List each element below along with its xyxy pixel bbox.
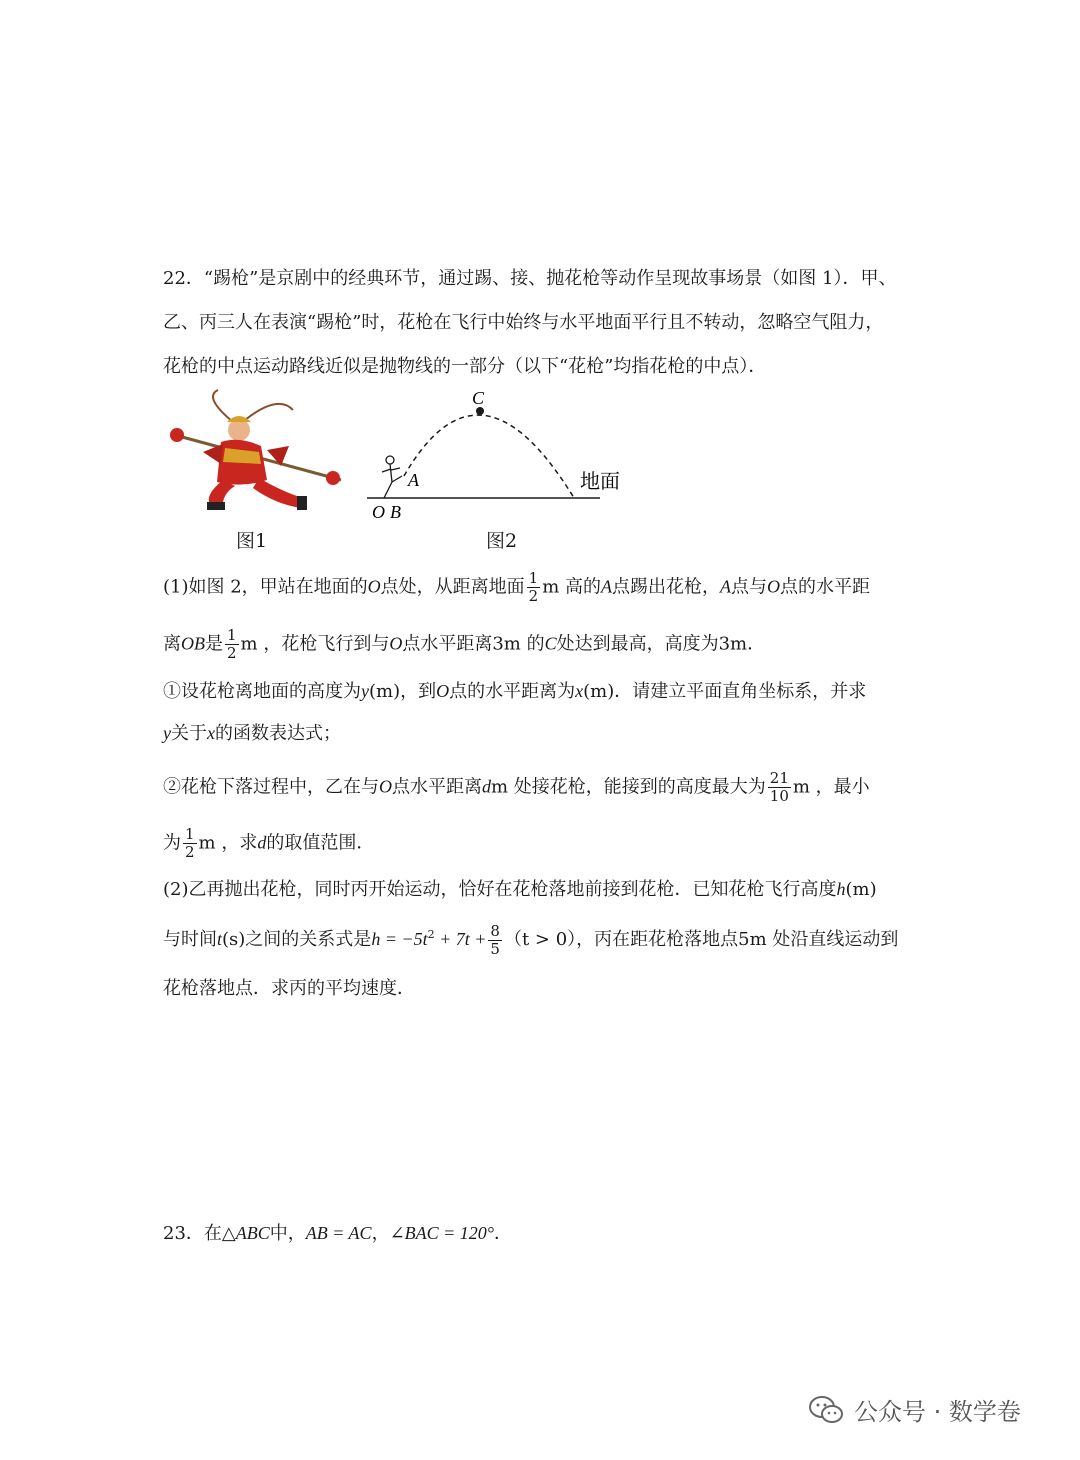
figure2-parabola-diagram — [362, 384, 620, 524]
point-c — [476, 407, 484, 415]
part2-line-1: (2)乙再抛出花枪，同时丙开始运动，恰好在花枪落地前接到花枪．已知花枪飞行高度h(m) — [163, 879, 877, 900]
equation-lhs: h = −5t — [371, 929, 428, 949]
fraction-max: $\frac{21}{10}$ — [769, 769, 789, 805]
part2-line-3: 花枪落地点．求丙的平均速度． — [163, 978, 415, 999]
part1-line-2: 离OB是 $\frac{1}{2}$ m ，花枪飞行到与O点水平距离3m 的C处达到最高，高度为3m． — [163, 626, 766, 662]
fraction-eight-fifths: $\frac{8}{5}$ — [490, 921, 500, 958]
sub2-line-1: ②花枪下落过程中，乙在与O点水平距离dm 处接花枪，能接到的高度最大为 $\frac{21}{10}$ m ，最小 — [163, 769, 870, 805]
part2-line-2: 与时间t(s)之间的关系式是$h = -5t^2 + 7t$ + $\frac{8}{5}$ （t > 0），丙在距花枪落地点5m 处沿直线运动到 — [163, 921, 899, 958]
sub1-line-2: y关于x的函数表达式； — [163, 723, 341, 744]
figure1-opera-performer — [163, 392, 348, 517]
label-b: B — [390, 502, 401, 522]
stick-figure-head — [386, 456, 394, 464]
fraction-half: $\frac{1}{2}$ — [528, 569, 539, 605]
sub1-line-1: ①设花枪离地面的高度为y(m)，到O点的水平距离为x(m)．请建立平面直角坐标系，并求 — [163, 681, 867, 702]
label-o: O — [372, 502, 385, 522]
sub2-line-2: 为 $\frac{1}{2}$ m ，求d的取值范围． — [163, 825, 375, 861]
parabola-path — [404, 415, 574, 498]
wechat-icon — [808, 1395, 844, 1425]
q23-line: 23．在△ABC中，AB = AC，∠BAC = 120°． — [163, 1223, 512, 1244]
label-ground: 地面 — [580, 469, 620, 493]
label-a: A — [408, 470, 419, 490]
fraction-half-ob: $\frac{1}{2}$ — [227, 626, 237, 662]
watermark-text: 公众号 · 数学卷 — [854, 1398, 1021, 1426]
watermark — [808, 1392, 1021, 1427]
q22-line-1: 22．“踢枪”是京剧中的经典环节，通过踢、接、抛花枪等动作呈现故事场景（如图 1）．甲、 — [163, 268, 897, 289]
label-c: C — [472, 388, 485, 408]
figure2-caption: 图2 — [486, 530, 518, 552]
q22-line-2: 乙、丙三人在表演“踢枪”时，花枪在飞行中始终与水平地面平行且不转动，忽略空气阻力， — [163, 312, 884, 333]
part1-line-1: (1)如图 2，甲站在地面的O点处，从距离地面 $\frac{1}{2}$ m 高的A点踢出花枪，A点与O点的水平距 — [163, 569, 871, 605]
figure1-caption: 图1 — [236, 530, 268, 552]
q22-line-3: 花枪的中点运动路线近似是抛物线的一部分（以下“花枪”均指花枪的中点）． — [163, 356, 767, 377]
fraction-min: $\frac{1}{2}$ — [185, 825, 195, 861]
